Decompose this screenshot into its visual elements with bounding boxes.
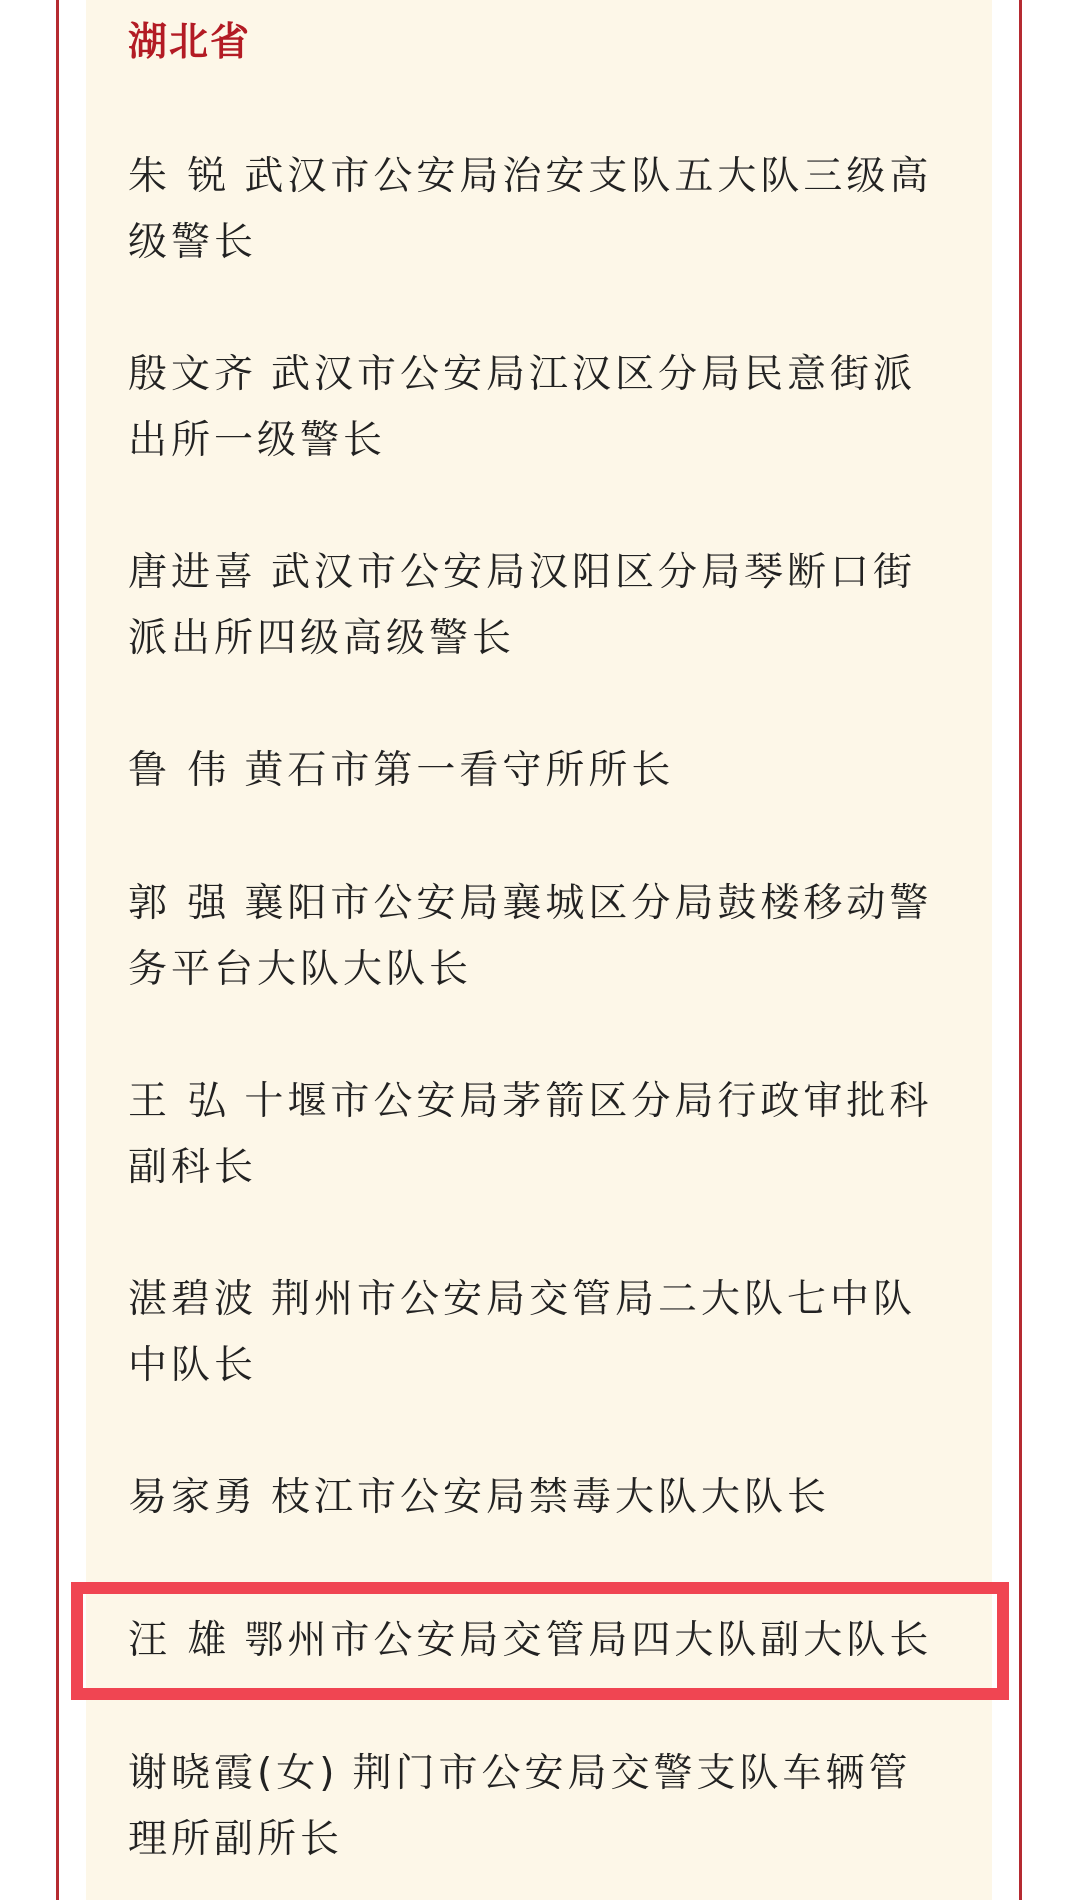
person-name: 朱 锐 bbox=[128, 154, 231, 199]
list-item bbox=[128, 540, 954, 672]
list-item bbox=[128, 144, 954, 276]
person-name: 王 弘 bbox=[128, 1079, 231, 1124]
list-item bbox=[128, 738, 954, 804]
list-item bbox=[128, 1465, 954, 1531]
person-title: 武汉市公安局治安支队五大队三级高级警长 bbox=[128, 154, 933, 265]
person-title: 枝江市公安局禁毒大队大队长 bbox=[271, 1475, 831, 1520]
person-name: 汪 雄 bbox=[128, 1618, 231, 1663]
person-name: 殷文齐 bbox=[128, 352, 258, 397]
list-item bbox=[128, 342, 954, 474]
province-heading: 湖北省 bbox=[128, 20, 252, 65]
list-item bbox=[128, 1069, 954, 1201]
person-name: 谢晓霞(女) bbox=[128, 1751, 339, 1796]
person-title: 荆州市公安局交管局二大队七中队中队长 bbox=[128, 1277, 917, 1388]
person-title: 襄阳市公安局襄城区分局鼓楼移动警务平台大队大队长 bbox=[128, 881, 933, 992]
person-name: 鲁 伟 bbox=[128, 748, 231, 793]
person-title: 荆门市公安局交警支队车辆管理所副所长 bbox=[128, 1751, 912, 1862]
person-title: 黄石市第一看守所所长 bbox=[244, 748, 675, 793]
list-item bbox=[128, 871, 954, 1003]
list-item bbox=[128, 1741, 954, 1873]
person-name: 易家勇 bbox=[128, 1475, 258, 1520]
person-name: 湛碧波 bbox=[128, 1277, 258, 1322]
person-name: 唐进喜 bbox=[128, 550, 258, 595]
list-item-highlighted bbox=[128, 1608, 954, 1674]
person-title: 武汉市公安局汉阳区分局琴断口街派出所四级高级警长 bbox=[128, 550, 917, 661]
person-name: 郭 强 bbox=[128, 881, 231, 926]
person-title: 武汉市公安局江汉区分局民意街派出所一级警长 bbox=[128, 352, 917, 463]
person-title: 鄂州市公安局交管局四大队副大队长 bbox=[244, 1618, 933, 1663]
person-title: 十堰市公安局茅箭区分局行政审批科副科长 bbox=[128, 1079, 933, 1190]
list-item bbox=[128, 1267, 954, 1399]
